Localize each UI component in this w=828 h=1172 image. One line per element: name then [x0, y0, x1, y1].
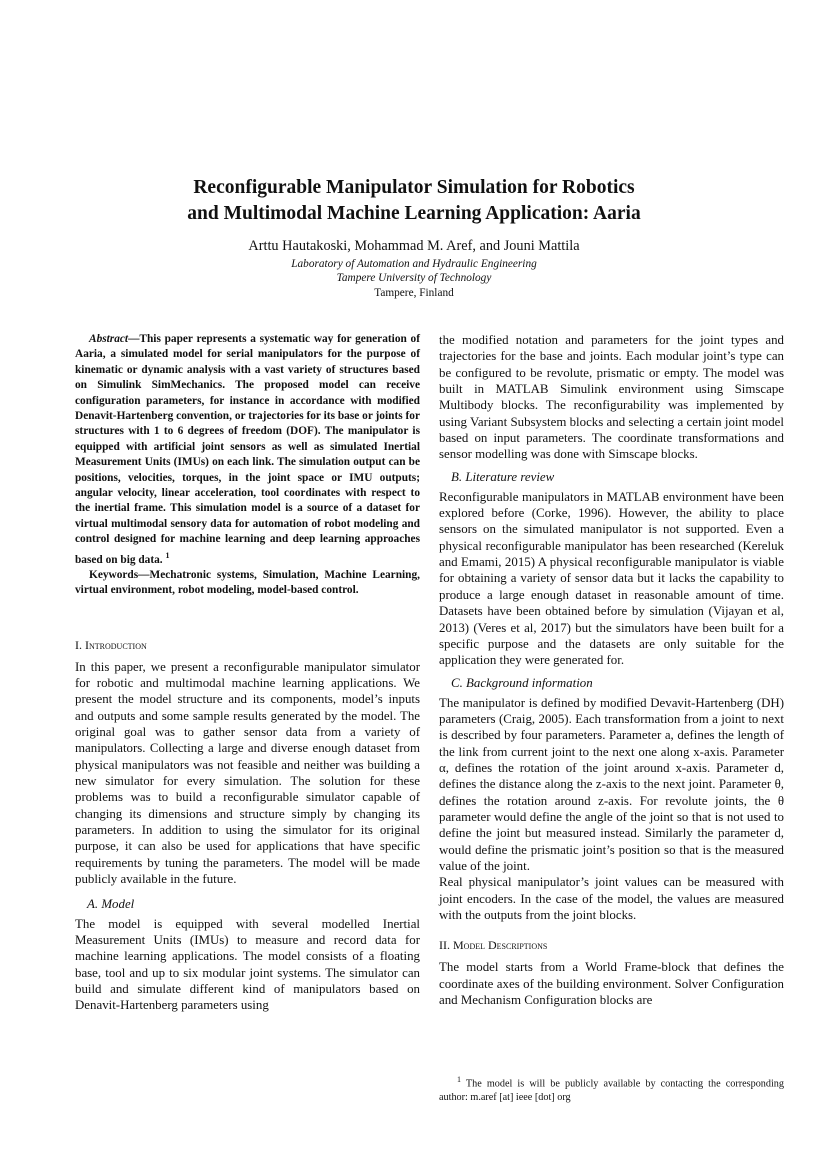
abstract-text: —This paper represents a systematic way for generation of Aaria, a simulated model for serial manipulators for the purpose of kinematic or dynamic analysis with a vast variety of structures based on Simulink SimMechanics. The proposed model can receive configuration parameters, for instance in accordance with modified Denavit-Hartenberg convention, or trajectories for its base or joints for structures with 1 to 6 degrees of freedom (DOF). The manipulator is equipped with artificial joint sensors as well as simulated Inertial Measurement Units (IMUs) on each link. The simulation output can be positions, velocities, torques, in the joint space or IMU outputs; angular velocity, linear acceleration, tool coordinates with respect to the inertial frame. This simulation model is a source of a dataset for virtual multimodal sensory data for automation of robot modeling and control designed for machine learning and deep learning approaches based on big data. — [75, 333, 420, 566]
affiliation-lab: Laboratory of Automation and Hydraulic Engineering — [291, 258, 537, 270]
subsection-heading-literature-review: B. Literature review — [451, 469, 555, 484]
abstract — [75, 332, 420, 568]
section-title: Model Descriptions — [453, 938, 548, 953]
right-column — [439, 332, 784, 1008]
footnote-mark: 1 — [457, 1075, 461, 1084]
section-number: II. — [439, 938, 450, 953]
section-heading-model-descriptions — [439, 937, 784, 953]
abstract-label: Abstract — [89, 333, 129, 345]
paper-title-line-2: and Multimodal Machine Learning Application: Aaria — [187, 203, 641, 224]
affiliation-university: Tampere University of Technology — [336, 272, 492, 284]
background-paragraph-1: The manipulator is defined by modified Devavit-Hartenberg (DH) parameters (Craig, 2005). Each transformation from a joint to next is described by four parameters. Parameter a, defines the length of the link from current joint to the next one along x-axis. Parameter α, defines the rotation of the joint around x-axis. Parameter d, defines the distance along the z-axis to the next joint. Parameter θ, defines the rotation around z-axis. For revolute joints, the θ parameter would define the angle of the joint so that is not used to define the joint but measured instead. Similarly the parameter d, would define the prismatic joint’s position so that is the measured value of the joint. — [439, 695, 784, 873]
section-heading-introduction — [75, 637, 420, 653]
keywords: Keywords—Mechatronic systems, Simulation, Machine Learning, virtual environment, robot modeling, model-based control. — [75, 568, 420, 597]
background-paragraph-2: Real physical manipulator’s joint values can be measured with joint encoders. In the case of the model, the values are measured with the outputs from the joint blocks. — [439, 875, 784, 922]
author-list: Arttu Hautakoski, Mohammad M. Aref, and Jouni Mattila — [248, 238, 580, 254]
footnote — [439, 1073, 784, 1104]
paper-title-line-1: Reconfigurable Manipulator Simulation for Robotics — [193, 177, 635, 198]
model-description-paragraph: The model starts from a World Frame-block that defines the coordinate axes of the building environment. Solver Configuration and Mechanism Configuration blocks are — [439, 960, 784, 1008]
affiliation-location: Tampere, Finland — [374, 287, 454, 299]
literature-review-paragraph: Reconfigurable manipulators in MATLAB environment have been explored before (Corke, 1996). However, the ability to place sensors on the simulated manipulator is not supported. Even a physical reconfigurable manipulator has been researched (Kereluk and Emami, 2015) A physical reconfigurable manipulator is viable for obtaining a variety of sensor data but it lacks the capability to produce a large enough dataset in reasonable amount of time. Datasets have been obtained before by simulation (Vijayan et al, 2013) (Veres et al, 2017) but the simulators have been built for a specific purpose and the datasets are only suitable for the application they were generated for. — [439, 489, 784, 668]
introduction-paragraph: In this paper, we present a reconfigurable manipulator simulator for robotic and multimodal machine learning applications. We present the model structure and its components, model’s inputs and outputs and some sample results generated by the model. The original goal was to gather sensor data from a variety of manipulators. Collecting a large and diverse enough dataset from physical manipulators was not feasible and neither was building a new simulator for every simulation. The solution for these problems was to build a reconfigurable simulator capable of changing its dimensions and structure simply by changing its parameters. In addition to using the simulator for its original purpose, it can also be used for applications that have specific requirements by tuning the parameters. The model will be made publicly available in the future. — [75, 659, 420, 887]
model-paragraph: The model is equipped with several modelled Inertial Measurement Units (IMUs) to measure and record data for machine learning applications. The model consists of a floating base, tool and up to six modular joint systems. The simulator can build and simulate different kind of manipulators based on Denavit-Hartenberg parameters using — [75, 916, 420, 1013]
subsection-heading-model: A. Model — [87, 896, 135, 911]
abstract-footnote-mark: 1 — [165, 550, 170, 560]
section-title: Introduction — [85, 637, 147, 652]
subsection-heading-background: C. Background information — [451, 675, 593, 690]
continued-paragraph: the modified notation and parameters for the joint types and trajectories for the base and joints. Each modular joint’s type can be configured to be revolute, prismatic or empty. The model was built in MATLAB Simulink environment using Simscape Multibody blocks. The reconfigurability was implemented by using Variant Subsystem blocks and selecting a certain joint model based on input parameters. The coordinate transformations and sensor modelling was done with Simscape blocks. — [439, 333, 784, 462]
section-number: I. — [75, 637, 82, 652]
footnote-text: The model is will be publicly available by contacting the corresponding author: m.aref [at] ieee [dot] org — [439, 1078, 784, 1103]
left-column — [75, 332, 420, 1014]
